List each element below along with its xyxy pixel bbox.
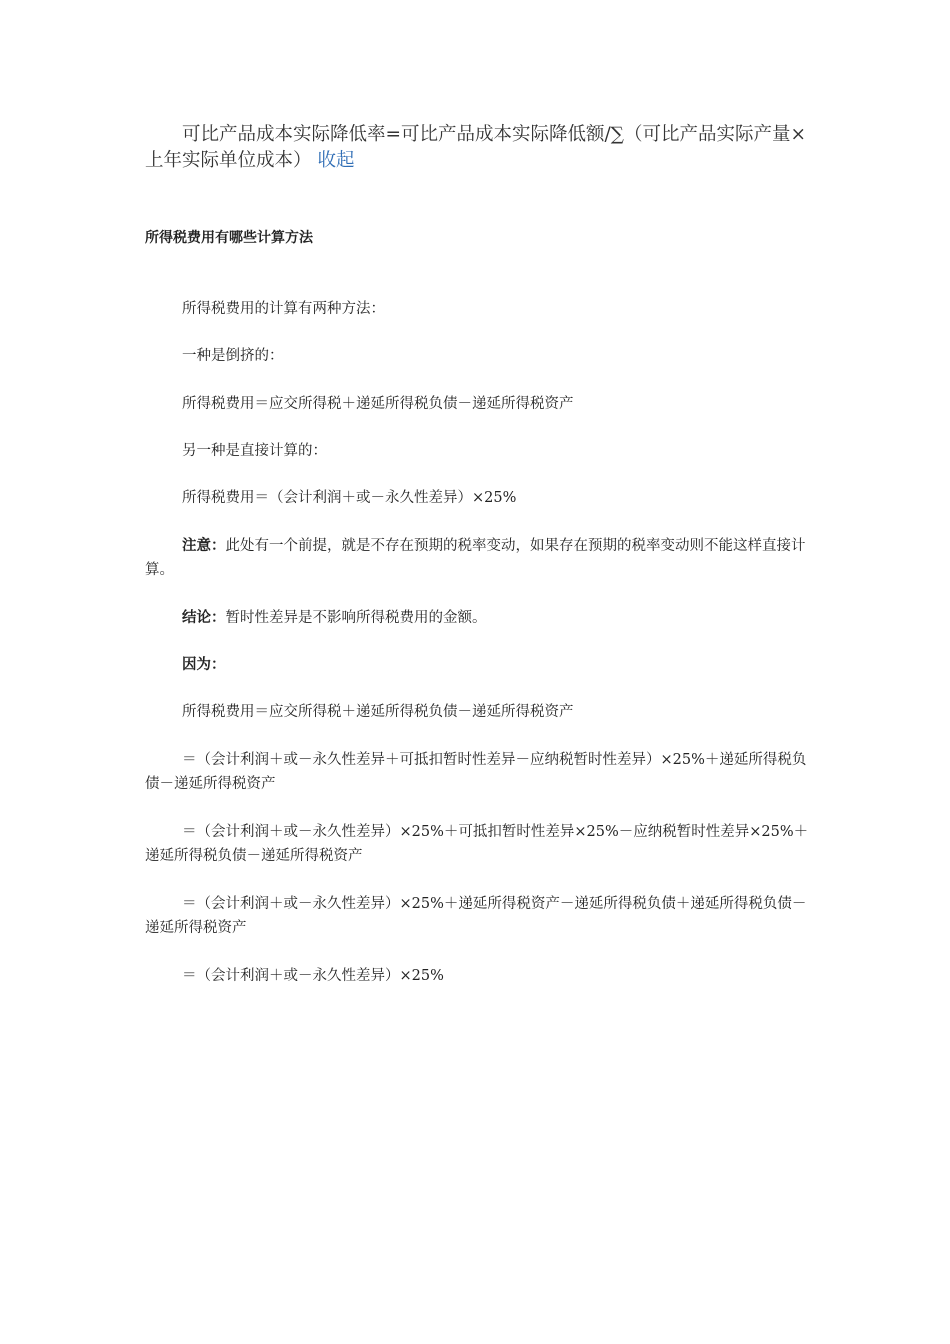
paragraph-method-one: 一种是倒挤的： bbox=[182, 348, 284, 364]
section-heading: 所得税费用有哪些计算方法 bbox=[145, 230, 313, 246]
intro-formula bbox=[145, 122, 810, 174]
paragraph-methods-intro: 所得税费用的计算有两种方法： bbox=[182, 301, 385, 317]
note-text: 此处有一个前提，就是不存在预期的税率变动，如果存在预期的税率变动则不能这样直接计算。 bbox=[145, 538, 806, 578]
paragraph-derivation-step-1: ＝（会计利润＋或－永久性差异＋可抵扣暂时性差异－应纳税暂时性差异）×25%＋递延所得税负债－递延所得税资产 bbox=[145, 752, 807, 792]
intro-formula-text: 可比产品成本实际降低率=可比产品成本实际降低额/∑（可比产品实际产量×上年实际单位成本） bbox=[145, 124, 806, 171]
collapse-link[interactable]: 收起 bbox=[317, 150, 355, 171]
conclusion-text: 暂时性差异是不影响所得税费用的金额。 bbox=[225, 610, 487, 626]
paragraph-formula-indirect: 所得税费用＝应交所得税＋递延所得税负债－递延所得税资产 bbox=[182, 396, 574, 412]
paragraph-derivation-step-2: ＝（会计利润＋或－永久性差异）×25%＋可抵扣暂时性差异×25%－应纳税暂时性差异×25%＋递延所得税负债－递延所得税资产 bbox=[145, 824, 809, 864]
paragraph-conclusion bbox=[145, 606, 810, 630]
paragraph-formula-direct: 所得税费用＝（会计利润＋或－永久性差异）×25% bbox=[182, 490, 517, 506]
conclusion-label: 结论： bbox=[182, 610, 226, 626]
note-label: 注意： bbox=[182, 538, 226, 554]
paragraph-note bbox=[145, 534, 810, 582]
paragraph-derivation-start: 所得税费用＝应交所得税＋递延所得税负债－递延所得税资产 bbox=[182, 704, 574, 720]
paragraph-derivation-step-3: ＝（会计利润＋或－永久性差异）×25%＋递延所得税资产－递延所得税负债＋递延所得税负债－递延所得税资产 bbox=[145, 896, 807, 936]
paragraph-derivation-result: ＝（会计利润＋或－永久性差异）×25% bbox=[182, 968, 444, 984]
paragraph-because bbox=[145, 653, 810, 677]
because-label: 因为： bbox=[182, 657, 226, 673]
paragraph-method-two: 另一种是直接计算的： bbox=[182, 443, 327, 459]
